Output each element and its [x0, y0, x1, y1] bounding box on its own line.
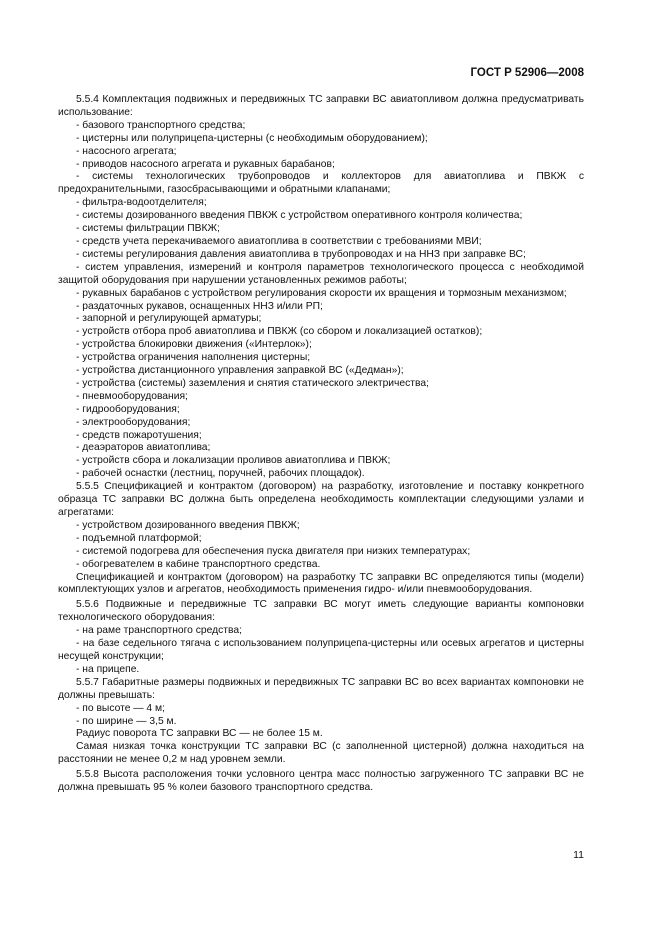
section-5-5-8-text: 5.5.8 Высота расположения точки условного центра масс полностью загруженного ТС заправки ВС не должна превышать 95 % колеи базового транспортного средства.: [58, 769, 584, 794]
section-5-5-4-intro: 5.5.4 Комплектация подвижных и передвижных ТС заправки ВС авиатопливом должна предусматривать использование:: [58, 94, 584, 118]
list-item: - на базе седельного тягача с использованием полуприцепа-цистерны или осевых агрегатов и цистерны несущей конструкции;: [58, 638, 584, 662]
list-item: - систем управления, измерений и контроля параметров технологического процесса с необходимой защитой оборудования при нарушении установленных режимов работы;: [58, 261, 584, 286]
list-item: - деаэраторов авиатоплива;: [76, 442, 211, 454]
list-item: - средств учета перекачиваемого авиатоплива в соответствии с требованиями МВИ;: [76, 235, 482, 247]
list-item: - устройств сбора и локализации проливов авиатоплива и ПВКЖ;: [76, 455, 391, 467]
turning-radius-text: Радиус поворота ТС заправки ВС — не более 15 м.: [76, 728, 323, 740]
list-item: - цистерны или полуприцепа-цистерны (с необходимым оборудованием);: [76, 132, 428, 144]
list-item: - по высоте — 4 м;: [76, 702, 165, 714]
list-item: - обогревателем в кабине транспортного средства.: [76, 558, 321, 570]
list-item: - по ширине — 3,5 м.: [76, 715, 177, 727]
list-item: - устройства дистанционного управления заправкой ВС («Дедман»);: [76, 365, 404, 377]
list-item: - базового транспортного средства;: [76, 119, 246, 131]
list-item: - системой подогрева для обеспечения пуска двигателя при низких температурах;: [76, 545, 471, 557]
list-item: - рабочей оснастки (лестниц, поручней, рабочих площадок).: [76, 468, 365, 480]
list-item: - приводов насосного агрегата и рукавных барабанов;: [76, 158, 335, 170]
list-item: - на прицепе.: [76, 663, 140, 675]
list-item: - на раме транспортного средства;: [76, 625, 242, 637]
list-item: - подъемной платформой;: [76, 532, 202, 544]
page-number: 11: [573, 849, 584, 861]
standard-code-header: ГОСТ Р 52906—2008: [470, 67, 584, 79]
list-item: - запорной и регулирующей арматуры;: [76, 313, 262, 325]
list-item: - гидрооборудования;: [76, 403, 180, 415]
list-item: - устройством дозированного введения ПВКЖ;: [76, 519, 300, 531]
section-5-5-5-intro: 5.5.5 Спецификацией и контрактом (договором) на разработку, изготовление и поставку конкретного образца ТС заправки ВС должна быть определена необходимость комплектации следующими узлами и агрегатами:: [58, 481, 584, 518]
section-5-5-5-closing: Спецификацией и контрактом (договором) на разработку ТС заправки ВС определяются типы (модели) комплектующих узлов и агрегатов, необходимость применения гидро- и/или пневмооборудования.: [58, 571, 584, 596]
list-item: - системы технологических трубопроводов и коллекторов для авиатоплива и ПВКЖ с предохранительными, газосбрасывающими и обратными клапанами;: [58, 171, 584, 196]
section-5-5-7-intro: 5.5.7 Габаритные размеры подвижных и передвижных ТС заправки ВС во всех вариантах компоновки не должны превышать:: [58, 676, 584, 701]
list-item: - системы дозированного введения ПВКЖ с устройством оперативного контроля количества;: [76, 210, 523, 222]
list-item: - системы регулирования давления авиатоплива в трубопроводах и на ННЗ при заправке ВС;: [76, 248, 526, 260]
list-item: - рукавных барабанов с устройством регулирования скорости их вращения и тормозным механизмом;: [76, 287, 567, 299]
list-item: - устройства блокировки движения («Интерлок»);: [76, 339, 312, 351]
list-item: - системы фильтрации ПВКЖ;: [76, 223, 220, 235]
list-item: - средств пожаротушения;: [76, 429, 202, 441]
list-item: - насосного агрегата;: [76, 145, 177, 157]
document-body: [58, 94, 584, 795]
list-item: - фильтра-водоотделителя;: [76, 197, 207, 209]
list-item: - пневмооборудования;: [76, 390, 188, 402]
list-item: - устройств отбора проб авиатоплива и ПВКЖ (со сбором и локализацией остатков);: [76, 326, 483, 338]
list-item: - электрооборудования;: [76, 416, 191, 428]
list-item: - раздаточных рукавов, оснащенных ННЗ и/или РП;: [76, 300, 323, 312]
list-item: - устройства (системы) заземления и снятия статического электричества;: [76, 377, 429, 389]
list-item: - устройства ограничения наполнения цистерны;: [76, 352, 311, 364]
ground-clearance-text: Самая низкая точка конструкции ТС заправки ВС (с заполненной цистерной) должна находиться на расстоянии не менее 0,2 м над уровнем земли.: [58, 741, 584, 766]
section-5-5-6-intro: 5.5.6 Подвижные и передвижные ТС заправки ВС могут иметь следующие варианты компоновки технологического оборудования:: [58, 599, 584, 624]
